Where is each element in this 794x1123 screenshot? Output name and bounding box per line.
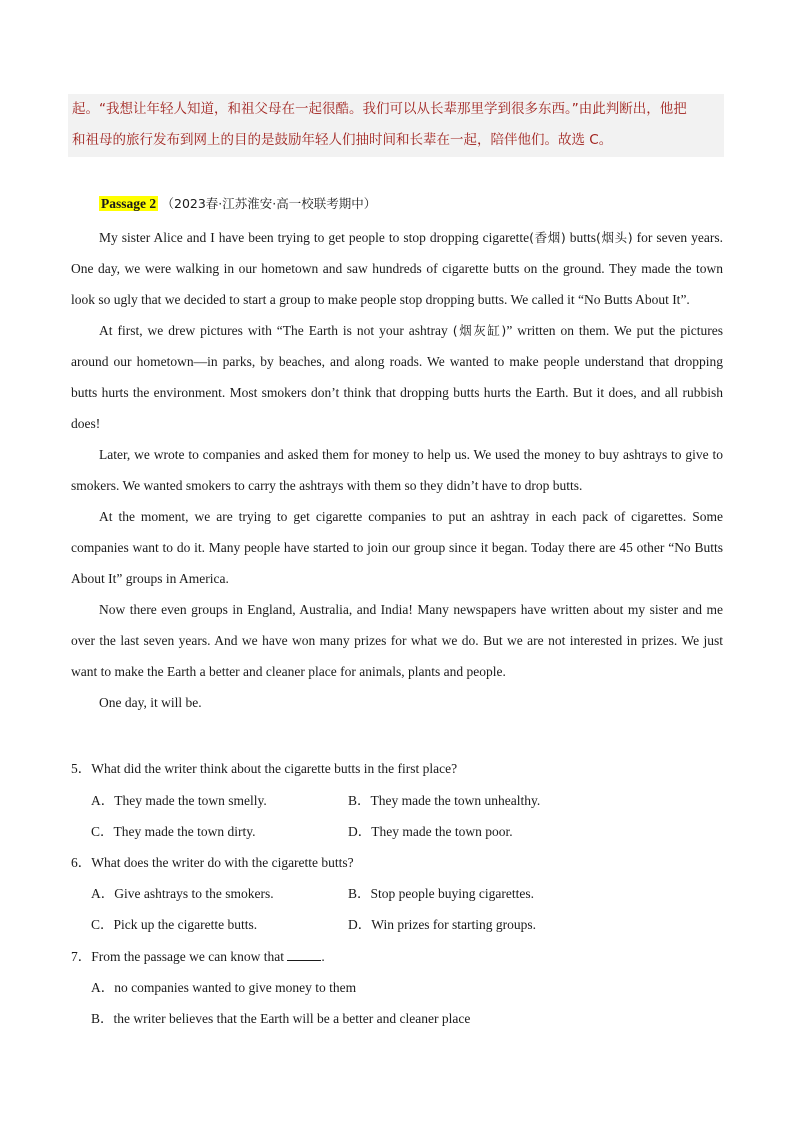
paragraph-2 (71, 315, 723, 439)
question-7-option-b[interactable]: B．the writer believes that the Earth will be a better and cleaner place (91, 1011, 471, 1026)
gloss-cigarette: (香烟) (529, 230, 566, 245)
question-5-option-a[interactable]: A．They made the town smelly. (91, 793, 267, 808)
paragraph-1-text-b: butts (565, 230, 597, 245)
question-6-option-d[interactable]: D．Win prizes for starting groups. (348, 917, 537, 932)
paragraph-5: Now there even groups in England, Australia, and India! Many newspapers have written about my sister and me over the last seven years. And we have won many prizes for what we do. But we are not interested in prizes. We just want to make the Earth a better and cleaner place for animals, plants and people. (71, 602, 723, 679)
passage-source: （2023春·江苏淮安·高一校联考期中） (161, 196, 377, 211)
question-7-stem-text: 7．From the passage we can know that (71, 949, 288, 964)
passage-label: Passage 2 (101, 196, 157, 211)
question-5-option-d[interactable]: D．They made the town poor. (348, 824, 513, 839)
question-6-option-a[interactable]: A．Give ashtrays to the smokers. (91, 886, 274, 901)
paragraph-2-text-b: ” written on them. We put the pictures around our hometown—in parks, by beaches, and along roads. We wanted to make people understand that dropping butts hurts the environment. Most smokers don’t think that dropping butts hurts the Earth. But it does, and all rubbish does! (71, 323, 723, 431)
paragraph-1-text-a: My sister Alice and I have been trying to get people to stop dropping cigarette (99, 230, 530, 245)
gloss-butts: (烟头) (596, 230, 633, 245)
paragraph-1-text-c: for seven years. One day, we were walking in our hometown and saw hundreds of cigarette butts on the ground. They made the town look so ugly that we decided to start a group to make people stop dropping butts. We called it “No Butts About It”. (71, 230, 723, 307)
paragraph-3: Later, we wrote to companies and asked them for money to help us. We used the money to buy ashtrays to give to smokers. We wanted smokers to carry the ashtrays with them so they didn’t have to drop butts. (71, 447, 723, 493)
question-7-option-a[interactable]: A．no companies wanted to give money to them (91, 980, 357, 995)
paragraph-6: One day, it will be. (99, 695, 202, 710)
answer-blank (287, 948, 321, 961)
question-7-stem-end: . (321, 949, 325, 964)
question-6-option-c[interactable]: C．Pick up the cigarette butts. (91, 917, 258, 932)
answer-line-1: 起。“我想让年轻人知道，和祖父母在一起很酷。我们可以从长辈那里学到很多东西。”由此判断出，他把 (72, 101, 687, 117)
passage-heading (99, 193, 376, 215)
paragraph-4: At the moment, we are trying to get cigarette companies to put an ashtray in each pack of cigarettes. Some companies want to do it. Many people have started to join our group since it began. Today there are 45 other “No Butts About It” groups in America. (71, 509, 723, 586)
answer-explanation-box (68, 94, 724, 157)
question-6-option-b[interactable]: B．Stop people buying cigarettes. (348, 886, 534, 901)
question-5-stem: 5．What did the writer think about the cigarette butts in the first place? (71, 761, 458, 776)
question-5-option-c[interactable]: C．They made the town dirty. (91, 824, 256, 839)
gloss-ashtray: (烟灰缸) (452, 323, 507, 338)
answer-line-2: 和祖母的旅行发布到网上的目的是鼓励年轻人们抽时间和长辈在一起，陪伴他们。故选 C。 (72, 132, 613, 148)
question-6-stem: 6．What does the writer do with the cigarette butts? (71, 855, 354, 870)
paragraph-1 (71, 222, 723, 315)
question-7-stem (71, 945, 325, 965)
question-5-option-b[interactable]: B．They made the town unhealthy. (348, 793, 541, 808)
paragraph-2-text-a: At first, we drew pictures with “The Earth is not your ashtray (99, 323, 453, 338)
passage-body (71, 222, 723, 718)
